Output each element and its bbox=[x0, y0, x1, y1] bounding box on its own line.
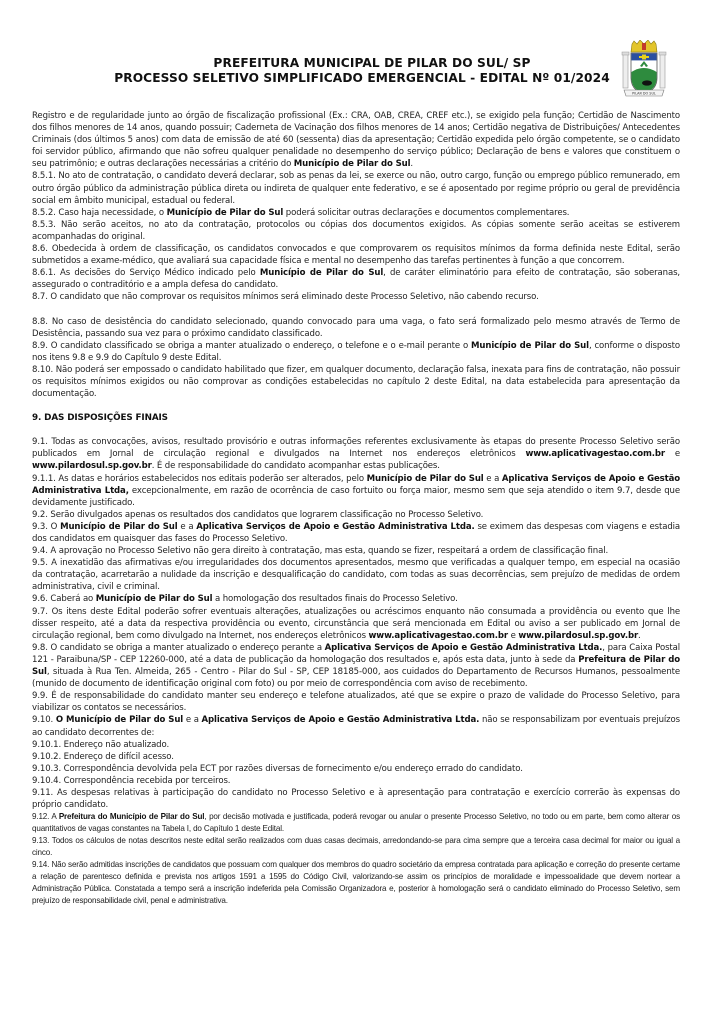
text-segment: poderá solicitar outras declarações e documentos complementares. bbox=[283, 207, 570, 218]
paragraph bbox=[32, 509, 680, 521]
coat-of-arms-icon bbox=[620, 40, 668, 100]
text-segment: 8.7. O candidato que não comprovar os requisitos mínimos será eliminado deste Processo Seletivo, não cabendo recurso. bbox=[32, 292, 539, 303]
text-segment: não se responsabilizam por eventuais prejuízos ao candidato decorrentes de: bbox=[32, 715, 680, 738]
coat-of-arms-logo bbox=[620, 40, 668, 100]
text-segment: 9.5. A inexatidão das afirmativas e/ou irregularidades dos documentos apresentados, mesmo que verificadas a qualquer tempo, em especial na ocasião da contratação, acarretarão a nulidade da inscrição e desqualificação do candidato, com todas as suas decorrências, sem prejuízo de medidas de ordem administrativa, civil e criminal. bbox=[32, 558, 680, 593]
text-segment: 8.5.2. Caso haja necessidade, o bbox=[32, 207, 167, 218]
text-segment: , por decisão motivada e justificada, poderá revogar ou anular o presente Processo Seletivo, no todo ou em parte, bem como alterar os quantitativos de vagas constantes na Tabela I, do Capítulo 1 deste Edital. bbox=[32, 812, 680, 834]
bold-text: Município de Pilar do Sul bbox=[293, 159, 411, 170]
text-segment: 9.11. As despesas relativas à participação do candidato no Processo Seletivo e à apresentação para contratação e exercício correrão às expensas do próprio candidato. bbox=[32, 787, 680, 811]
text-segment: 9.10.1. Endereço não atualizado. bbox=[32, 739, 170, 750]
document-header bbox=[0, 56, 724, 86]
text-segment: , conforme o disposto nos itens 9.8 e 9.9 do Capítulo 9 deste Edital. bbox=[32, 340, 680, 363]
text-segment: 9.10.2. Endereço de difícil acesso. bbox=[32, 751, 174, 762]
bold-text: Município de Pilar do Sul bbox=[166, 207, 284, 218]
text-segment: 8.6.1. As decisões do Serviço Médico indicado pelo bbox=[32, 268, 260, 279]
text-segment: 8.5.3. Não serão aceitos, no ato da contratação, protocolos ou cópias dos documentos exigidos. As cópias somente serão aceitas se estiverem acompanhadas do original. bbox=[32, 219, 680, 242]
paragraph bbox=[32, 714, 680, 738]
text-segment: 9.1. Todas as convocações, avisos, resultado provisório e outras informações referentes exclusivamente às etapas do presente Processo Seletivo serão publicados em Jornal de circulação regional e divulgados na Internet nos endereços eletrônicos bbox=[32, 437, 680, 460]
text-segment: 8.6. Obedecida à ordem de classificação, os candidatos convocados e que comprovarem os requisitos mínimos da forma definida neste Edital, serão submetidos a exame-médico, que avaliará sua capacidade física e mental no desempenho das tarefas pertinentes à função a que concorrem. bbox=[32, 244, 680, 267]
text-segment: 9.3. O bbox=[32, 521, 61, 532]
text-segment: a homologação dos resultados finais do Processo Seletivo. bbox=[212, 594, 458, 605]
bold-text: Aplicativa Serviços de Apoio e Gestão Administrativa Ltda. bbox=[324, 642, 603, 653]
text-segment: , de caráter eliminatório para efeito de contratação, são soberanas, assegurado o contraditório e a ampla defesa do candidato. bbox=[32, 268, 680, 291]
text-segment: 9.10.4. Correspondência recebida por terceiros. bbox=[32, 775, 231, 786]
text-segment: 8.8. No caso de desistência do candidato selecionado, quando convocado para uma vaga, o fato será formalizado pelo mesmo através de Termo de Desistência, passando sua vez para o próximo candidato classificado. bbox=[32, 316, 680, 339]
text-segment: 9.10. bbox=[32, 715, 56, 726]
paragraph bbox=[32, 436, 680, 472]
paragraph bbox=[32, 557, 680, 593]
paragraph bbox=[32, 763, 680, 775]
bold-text: Município de Pilar do Sul bbox=[60, 521, 178, 532]
text-segment: 9.6. Caberá ao bbox=[32, 594, 96, 605]
text-segment: se eximem das despesas com viagens e estadia dos candidatos em quaisquer das fases do Processo Seletivo. bbox=[32, 521, 681, 544]
paragraph-group-chapter8-cont bbox=[32, 316, 680, 401]
text-segment: 9.10.3. Correspondência devolvida pela ECT por razões diversas de fornecimento e/ou endereço errado do candidato. bbox=[32, 763, 523, 774]
paragraph bbox=[32, 219, 680, 243]
text-segment: e bbox=[664, 449, 680, 460]
text-segment: Registro e de regularidade junto ao órgão de fiscalização profissional (Ex.: CRA, OAB, CREA, CREF etc.), se exigido pela função; Certidão de Nascimento dos filhos menores de 14 anos, quando possuir; Caderneta de Vacinação dos filhos menores de 14 anos; Certidão negativa de Distribuições/ Antecedentes Criminais (dos últimos 5 anos) com data de emissão de até 60 (sessenta) dias da apresentação; Certidão expedida pelo órgão competente, se o candidato foi servidor público, afirmando que não sofreu qualquer penalidade no desempenho do serviço público; Declaração de bens e valores que constituem o seu patrimônio; e outras declarações necessárias a critério do bbox=[32, 111, 680, 170]
text-segment: 9.12. A bbox=[32, 812, 59, 822]
paragraph bbox=[32, 291, 680, 303]
bold-text: Aplicativa Serviços de Apoio e Gestão Administrativa Ltda. bbox=[196, 521, 475, 532]
bold-text: Aplicativa Serviços de Apoio e Gestão Administrativa Ltda, bbox=[32, 473, 681, 496]
paragraph-group-chapter9 bbox=[32, 436, 680, 811]
bold-text: O Município de Pilar do Sul bbox=[55, 715, 184, 726]
bold-text: www.aplicativagestao.com.br bbox=[525, 449, 665, 460]
text-segment: 9.4. A aprovação no Processo Seletivo não gera direito à contratação, mas esta, quando se fizer, respeitará a ordem de classificação final. bbox=[32, 546, 609, 557]
section-heading: 9. DAS DISPOSIÇÕES FINAIS bbox=[32, 413, 168, 424]
bold-text: Aplicativa Serviços de Apoio e Gestão Administrativa Ltda. bbox=[201, 715, 480, 726]
text-segment: 8.10. Não poderá ser empossado o candidato habilitado que fizer, em qualquer documento, declaração falsa, inexata para fins de contratação, não possuir os requisitos mínimos exigidos ou não comprovar as condições estabelecidas no capítulo 2 deste Edital, na data estabelecida para apresentação da documentação. bbox=[32, 364, 680, 400]
text-segment: 9.2. Serão divulgados apenas os resultados dos candidatos que lograrem classificação no Processo Seletivo. bbox=[32, 509, 484, 520]
paragraph bbox=[32, 267, 680, 291]
bold-text: www.pilardosul.sp.gov.br bbox=[32, 461, 152, 472]
paragraph-group-chapter9-small bbox=[32, 811, 680, 907]
paragraph bbox=[32, 859, 680, 907]
bold-text: www.pilardosul.sp.gov.br bbox=[518, 630, 639, 641]
text-segment: 9.7. Os itens deste Edital poderão sofrer eventuais alterações, atualizações ou acréscimos enquanto não consumada a providência ou evento que lhe disser respeito, até a data da respectiva providência ou evento, circunstância que será mencionada em Edital ou aviso a ser publicado em Jornal de circulação regional, bem como divulgado na Internet, nos endereços eletrônicos bbox=[32, 606, 680, 641]
bold-text: Prefeitura do Município de Pilar do Sul bbox=[58, 812, 205, 822]
text-segment: excepcionalmente, em razão de ocorrência de caso fortuito ou força maior, mesmo sem que seja atendido o item 9.7, desde que devidamente justificado. bbox=[32, 485, 680, 508]
bold-text: Município de Pilar do Sul bbox=[259, 268, 384, 279]
text-segment: . É de responsabilidade do candidato acompanhar estas publicações. bbox=[151, 461, 440, 472]
paragraph bbox=[32, 170, 680, 206]
text-segment: e a bbox=[177, 521, 197, 532]
text-segment: e a bbox=[183, 715, 202, 726]
text-segment: 9.13. Todos os cálculos de notas descritos neste edital serão realizados com duas casas decimais, arredondando-se para cima sempre que a terceira casa decimal for maior ou igual a cinco. bbox=[32, 836, 680, 858]
paragraph bbox=[32, 110, 680, 170]
paragraph bbox=[32, 690, 680, 714]
paragraph bbox=[32, 340, 680, 364]
text-segment: 8.9. O candidato classificado se obriga a manter atualizado o endereço, o telefone e o e-mail perante o bbox=[32, 340, 472, 351]
paragraph bbox=[32, 243, 680, 267]
bold-text: www.aplicativagestao.com.br bbox=[368, 630, 508, 641]
bold-text: Município de Pilar do Sul bbox=[366, 473, 484, 484]
paragraph bbox=[32, 364, 680, 400]
text-segment: 9.1.1. As datas e horários estabelecidos nos editais poderão ser alterados, pelo bbox=[32, 473, 367, 484]
bold-text: Prefeitura de Pilar do Sul bbox=[32, 654, 680, 678]
paragraph bbox=[32, 316, 680, 340]
bold-text: Município de Pilar do Sul bbox=[471, 340, 589, 351]
text-segment: e bbox=[508, 630, 519, 641]
paragraph bbox=[32, 739, 680, 751]
logo-ribbon-text: PILAR DO SUL bbox=[632, 91, 656, 96]
text-segment: 9.9. É de responsabilidade do candidato manter seu endereço e telefone atualizados, até que se expire o prazo de validade do Processo Seletivo, para viabilizar os contatos se necessários. bbox=[32, 691, 680, 714]
paragraph bbox=[32, 787, 680, 811]
paragraph bbox=[32, 521, 680, 545]
paragraph bbox=[32, 606, 680, 642]
text-segment: . bbox=[410, 159, 414, 170]
text-segment: e a bbox=[483, 473, 502, 484]
paragraph-group-chapter8 bbox=[32, 110, 680, 304]
document-body bbox=[32, 110, 680, 907]
text-segment: . bbox=[638, 630, 641, 641]
paragraph bbox=[32, 473, 680, 509]
text-segment: 8.5.1. No ato de contratação, o candidato deverá declarar, sob as penas da lei, se exerce ou não, outro cargo, função ou emprego público remunerado, em outro órgão público da administração pública direta ou indireta de qualquer ente federativo, e se é aposentado por regime próprio ou geral de previdência social em âmbito municipal, estadual ou federal. bbox=[32, 171, 680, 206]
paragraph bbox=[32, 642, 680, 690]
paragraph bbox=[32, 545, 680, 557]
paragraph bbox=[32, 811, 680, 835]
document-title-line2: PROCESSO SELETIVO SIMPLIFICADO EMERGENCIAL - EDITAL Nº 01/2024 bbox=[114, 71, 610, 85]
document-title-line1: PREFEITURA MUNICIPAL DE PILAR DO SUL/ SP bbox=[213, 56, 531, 70]
paragraph bbox=[32, 835, 680, 859]
text-segment: 9.8. O candidato se obriga a manter atualizado o endereço perante a bbox=[32, 642, 325, 653]
text-segment: , situada à Rua Ten. Almeida, 265 - Centro - Pilar do Sul - SP, CEP 18185-000, aos cuidados do Departamento de Recursos Humanos, pessoalmente (munido de documento de identificação original com foto) ou por meio de correspondência com aviso de recebimento. bbox=[32, 667, 680, 690]
paragraph bbox=[32, 207, 680, 219]
paragraph bbox=[32, 593, 680, 605]
paragraph bbox=[32, 775, 680, 787]
text-segment: 9.14. Não serão admitidas inscrições de candidatos que possuam com qualquer dos membros do quadro societário da empresa contratada para aplicação e correção do presente certame a relação de parentesco definida e prevista nos artigos 1591 a 1595 do Código Civil, valorizando-se assim os princípios de moralidade e impessoalidade que devem nortear a Administração Pública. Constatada a tempo será a inscrição indeferida pela Comissão Organizadora e, posterior à homologação será o candidato eliminado do Processo Seletivo, sem prejuízo de responsabilidade civil, penal e administrativa. bbox=[32, 860, 680, 906]
bold-text: Município de Pilar do Sul bbox=[95, 594, 213, 605]
text-segment: , para Caixa Postal 121 - Paraibuna/SP - CEP 12260-000, até a data de publicação da homologação dos resultados e, após esta data, junto à sede da bbox=[32, 642, 681, 665]
paragraph bbox=[32, 751, 680, 763]
